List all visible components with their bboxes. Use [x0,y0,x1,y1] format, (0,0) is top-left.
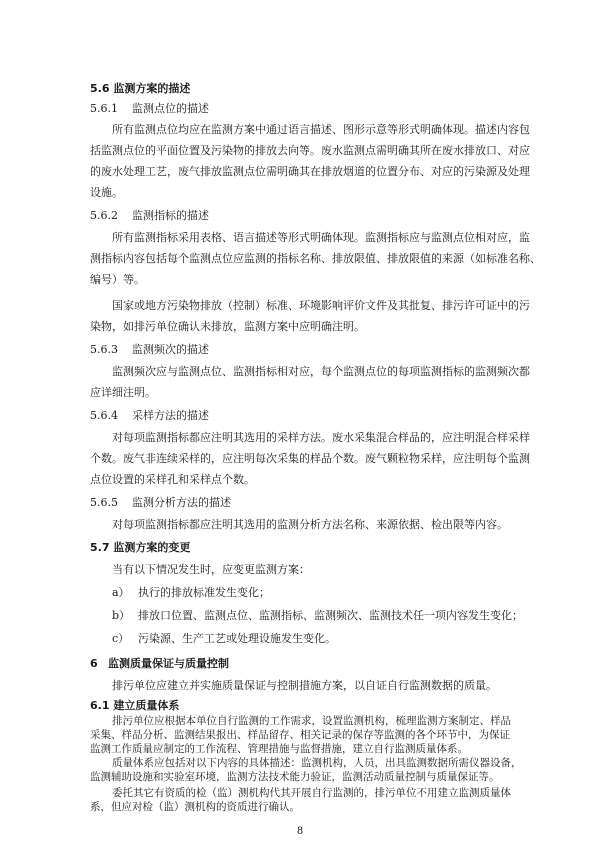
section-heading-6-1: 6.1 建立质量体系 [90,699,180,712]
paragraph-line: 编号）等。 [90,273,145,286]
paragraph-line: 委托其它有资质的检（监）测机构代其开展自行监测的，排污单位不用建立监测质量体 [112,787,511,799]
subsection-heading-5-6-3: 5.6.3 监测频次的描述 [90,343,209,356]
paragraph-line: 点位设置的采样孔和采样点个数。 [90,473,255,486]
paragraph-line: 监测频次应与监测点位、监测指标相对应，每个监测点位的每项监测指标的监测频次都 [112,365,530,378]
list-item: a） 执行的排放标准发生变化； [112,586,270,599]
paragraph-line: 监测工作质量应制定的工作流程、管理措施与监督措施，建立自行监测质量体系。 [90,743,468,755]
section-heading-5-6: 5.6 监测方案的描述 [90,82,191,95]
paragraph-line: 所有监测指标采用表格、语言描述等形式明确体现。监测指标应与监测点位相对应，监 [112,231,530,244]
page-number: 8 [296,826,304,837]
paragraph-line: 排污单位应根据本单位自行监测的工作需求，设置监测机构，梳理监测方案制定、样品 [112,715,511,727]
paragraph-line: 国家或地方污染物排放（控制）标准、环境影响评价文件及其批复、排污许可证中的污 [112,299,530,312]
paragraph-line: 对每项监测指标都应注明其选用的采样方法。废水采集混合样品的，应注明混合样采样 [112,431,530,444]
paragraph-line: 排污单位应建立并实施质量保证与控制措施方案，以自证自行监测数据的质量。 [112,679,497,692]
subsection-heading-5-6-5: 5.6.5 监测分析方法的描述 [90,496,231,509]
paragraph-line: 括监测点位的平面位置及污染物的排放去向等。废水监测点需明确其所在废水排放口、对应 [90,144,530,157]
section-heading-5-7: 5.7 监测方案的变更 [90,541,191,554]
paragraph-line: 监测辅助设施和实验室环境，监测方法技术能力验证，监测活动质量控制与质量保证等。 [90,771,500,783]
paragraph-line: 的废水处理工艺，废气排放监测点位需明确其在排放烟道的位置分布、对应的污染源及处理 [90,165,530,178]
list-item: c） 污染源、生产工艺或处理设施发生变化。 [112,632,336,645]
paragraph-line: 应详细注明。 [90,386,156,399]
section-heading-6: 6 监测质量保证与质量控制 [90,657,229,670]
paragraph-line: 个数。废气非连续采样的，应注明每次采集的样品个数。废气颗粒物采样，应注明每个监测 [90,452,530,465]
paragraph-line: 所有监测点位均应在监测方案中通过语言描述、图形示意等形式明确体现。描述内容包 [112,123,530,136]
paragraph-line: 设施。 [90,186,123,199]
subsection-heading-5-6-2: 5.6.2 监测指标的描述 [90,209,209,222]
paragraph-line: 对每项监测指标都应注明其选用的监测分析方法名称、来源依据、检出限等内容。 [112,518,508,531]
subsection-heading-5-6-1: 5.6.1 监测点位的描述 [90,102,209,115]
paragraph-line: 当有以下情况发生时，应变更监测方案： [112,563,310,576]
paragraph-line: 采集、样品分析、监测结果报出、样品留存、相关记录的保存等监测的各个环节中，为保证 [90,729,510,741]
subsection-heading-5-6-4: 5.6.4 采样方法的描述 [90,409,209,422]
paragraph-line: 测指标内容包括每个监测点位应监测的指标名称、排放限值、排放限值的来源（如标准名称、 [90,252,541,265]
paragraph-line: 染物，如排污单位确认未排放，监测方案中应明确注明。 [90,320,365,333]
paragraph-line: 系，但应对检（监）测机构的资质进行确认。 [90,801,300,813]
list-item: b） 排放口位置、监测点位、监测指标、监测频次、监测技术任一项内容发生变化； [112,609,523,622]
paragraph-line: 质量体系应包括对以下内容的具体描述：监测机构，人员，出具监测数据所需仪器设备， [112,757,522,769]
